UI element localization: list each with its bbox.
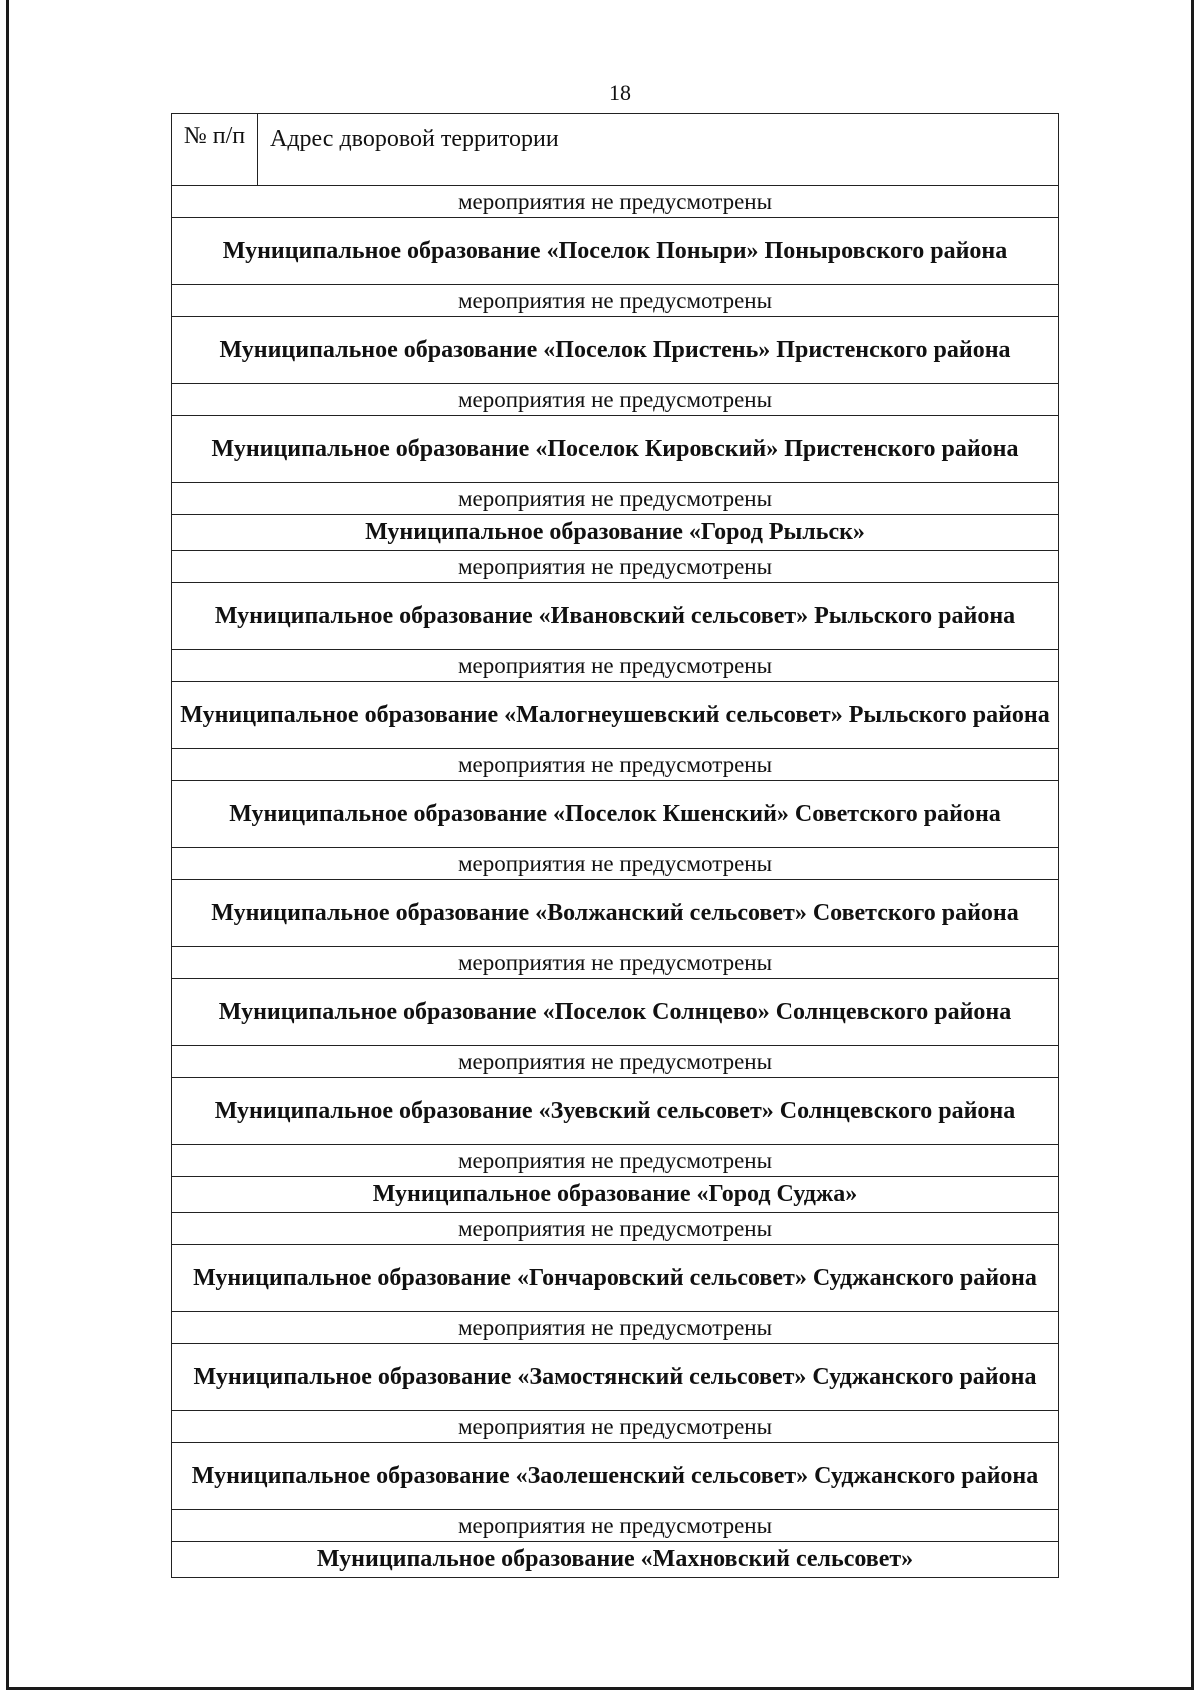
table-header-row: [172, 114, 1059, 186]
municipality-heading-cell: Муниципальное образование «Поселок Солнцево» Солнцевского района: [172, 979, 1059, 1046]
table-row-municipality: [172, 1078, 1059, 1145]
address-table: [171, 113, 1059, 1578]
table-row-note: [172, 285, 1059, 317]
municipality-heading-cell: Муниципальное образование «Поселок Кшенский» Советского района: [172, 781, 1059, 848]
municipality-heading-cell: Муниципальное образование «Город Рыльск»: [172, 515, 1059, 551]
table-row-note: [172, 1213, 1059, 1245]
table-row-municipality: [172, 583, 1059, 650]
table-row-note: [172, 483, 1059, 515]
note-cell: мероприятия не предусмотрены: [172, 551, 1059, 583]
table-row-municipality: [172, 1245, 1059, 1312]
note-cell: мероприятия не предусмотрены: [172, 650, 1059, 682]
table-row-note: [172, 186, 1059, 218]
header-address-cell: Адрес дворовой территории: [258, 114, 1059, 186]
table-row-municipality: [172, 1443, 1059, 1510]
municipality-heading-cell: Муниципальное образование «Зуевский сельсовет» Солнцевского района: [172, 1078, 1059, 1145]
note-cell: мероприятия не предусмотрены: [172, 186, 1059, 218]
table-row-note: [172, 650, 1059, 682]
note-cell: мероприятия не предусмотрены: [172, 1213, 1059, 1245]
table-row-municipality: [172, 1344, 1059, 1411]
table-row-note: [172, 749, 1059, 781]
table-row-municipality: [172, 317, 1059, 384]
table-row-note: [172, 384, 1059, 416]
table-row-municipality: [172, 979, 1059, 1046]
note-cell: мероприятия не предусмотрены: [172, 1145, 1059, 1177]
municipality-heading-cell: Муниципальное образование «Поселок Кировский» Пристенского района: [172, 416, 1059, 483]
table-row-note: [172, 1312, 1059, 1344]
table-row-note: [172, 947, 1059, 979]
note-cell: мероприятия не предусмотрены: [172, 384, 1059, 416]
note-cell: мероприятия не предусмотрены: [172, 483, 1059, 515]
table-row-municipality: [172, 416, 1059, 483]
municipality-heading-cell: Муниципальное образование «Поселок Поныри» Поныровского района: [172, 218, 1059, 285]
municipality-heading-cell: Муниципальное образование «Заолешенский сельсовет» Суджанского района: [172, 1443, 1059, 1510]
table-row-note: [172, 848, 1059, 880]
table-row-note: [172, 1145, 1059, 1177]
note-cell: мероприятия не предусмотрены: [172, 1312, 1059, 1344]
note-cell: мероприятия не предусмотрены: [172, 285, 1059, 317]
table-row-municipality: [172, 218, 1059, 285]
municipality-heading-cell: Муниципальное образование «Гончаровский сельсовет» Суджанского района: [172, 1245, 1059, 1312]
header-number-cell: № п/п: [172, 114, 258, 186]
table-row-municipality: [172, 880, 1059, 947]
note-cell: мероприятия не предусмотрены: [172, 848, 1059, 880]
municipality-heading-cell: Муниципальное образование «Волжанский сельсовет» Советского района: [172, 880, 1059, 947]
note-cell: мероприятия не предусмотрены: [172, 1046, 1059, 1078]
note-cell: мероприятия не предусмотрены: [172, 1411, 1059, 1443]
table-row-note: [172, 1046, 1059, 1078]
municipality-heading-cell: Муниципальное образование «Город Суджа»: [172, 1177, 1059, 1213]
table-row-municipality: [172, 1177, 1059, 1213]
note-cell: мероприятия не предусмотрены: [172, 1510, 1059, 1542]
municipality-heading-cell: Муниципальное образование «Замостянский сельсовет» Суджанского района: [172, 1344, 1059, 1411]
municipality-heading-cell: Муниципальное образование «Махновский сельсовет»: [172, 1542, 1059, 1578]
municipality-heading-cell: Муниципальное образование «Малогнеушевский сельсовет» Рыльского района: [172, 682, 1059, 749]
table-row-municipality: [172, 1542, 1059, 1578]
municipality-heading-cell: Муниципальное образование «Ивановский сельсовет» Рыльского района: [172, 583, 1059, 650]
table-row-municipality: [172, 515, 1059, 551]
municipality-heading-cell: Муниципальное образование «Поселок Пристень» Пристенского района: [172, 317, 1059, 384]
note-cell: мероприятия не предусмотрены: [172, 947, 1059, 979]
table-row-municipality: [172, 781, 1059, 848]
note-cell: мероприятия не предусмотрены: [172, 749, 1059, 781]
table-row-note: [172, 1510, 1059, 1542]
table-row-note: [172, 1411, 1059, 1443]
table-row-note: [172, 551, 1059, 583]
page-number: 18: [609, 80, 631, 105]
table-row-municipality: [172, 682, 1059, 749]
